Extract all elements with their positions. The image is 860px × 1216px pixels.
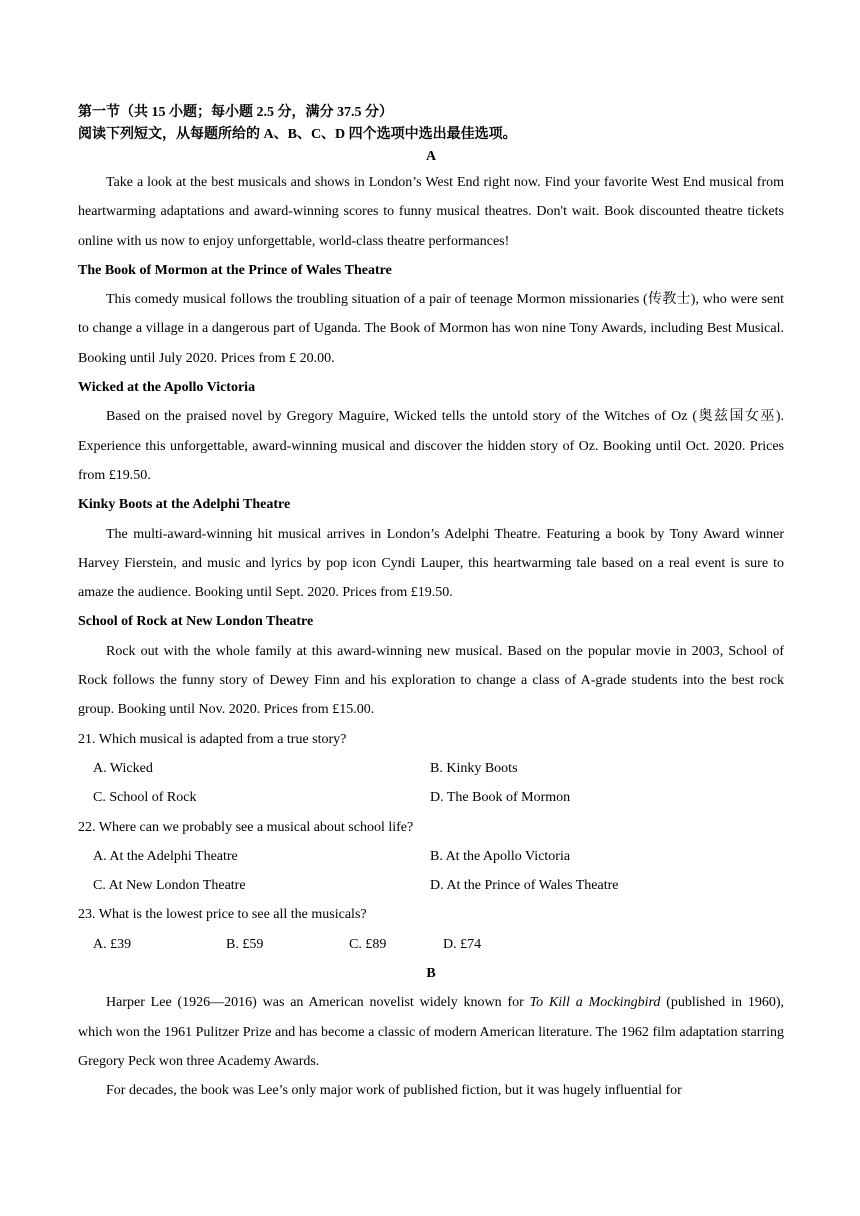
option-c: C. School of Rock [93, 790, 197, 806]
show-heading: Kinky Boots at the Adelphi Theatre [78, 497, 291, 513]
show-description: Based on the praised novel by Gregory Maguire, Wicked tells the untold story of the Witches of Oz (奥兹国女巫). Experience this unforgettable, award-winning musical and discover the hidden story of Oz. Booking until Oct. 2020. Prices from £19.50. [78, 409, 784, 483]
show-description: This comedy musical follows the troubling situation of a pair of teenage Mormon missionaries (传教士), who were sent to change a village in a dangerous part of Uganda. The Book of Mormon has won nine Tony Awards, including Best Musical. Booking until July 2020. Prices from £ 20.00. [78, 292, 784, 366]
show-heading: School of Rock at New London Theatre [78, 614, 314, 630]
passage-a-label: A [425, 149, 437, 164]
question-stem: 23. What is the lowest price to see all the musicals? [78, 907, 367, 923]
passage-a-intro: Take a look at the best musicals and shows in London’s West End right now. Find your favorite West End musical from heartwarming adaptations and award-winning scores to funny musical theatres. Don't wait. Book discounted theatre tickets online with us now to enjoy unforgettable, world-class theatre performances! [78, 175, 784, 249]
passage-b-paragraph-2: For decades, the book was Lee’s only major work of published fiction, but it was hugely influential for [106, 1083, 682, 1099]
show-heading: The Book of Mormon at the Prince of Wales Theatre [78, 262, 392, 278]
section-instruction: 阅读下列短文，从每题所给的 A、B、C、D 四个选项中选出最佳选项。 [78, 127, 517, 142]
question-stem: 21. Which musical is adapted from a true story? [78, 731, 347, 747]
option-d: D. At the Prince of Wales Theatre [430, 878, 619, 894]
passage-b-paragraph-1 [78, 988, 784, 1076]
passage-b-label: B [426, 966, 436, 982]
question-stem: 22. Where can we probably see a musical about school life? [78, 819, 414, 835]
section-title: 第一节（共 15 小题；每小题 2.5 分，满分 37.5 分） [78, 105, 393, 120]
exam-page [78, 102, 784, 1106]
option-a: A. At the Adelphi Theatre [93, 848, 238, 864]
option-b: B. Kinky Boots [430, 760, 518, 776]
option-d: D. The Book of Mormon [430, 790, 571, 806]
option-a: A. £39 [93, 936, 132, 952]
options-row [78, 783, 784, 812]
options-row [78, 754, 784, 783]
text-run: (published in 1960), which won the 1961 Pulitzer Prize and has become a classic of modern American literature. The 1962 film adaptation starring Gregory Peck won three Academy Awards. [78, 995, 784, 1069]
show-description: The multi-award-winning hit musical arrives in London’s Adelphi Theatre. Featuring a book by Tony Award winner Harvey Fierstein, and music and lyrics by pop icon Cyndi Lauper, this heartwarming tale based on a real event is sure to amaze the audience. Booking until Sept. 2020. Prices from £19.50. [78, 526, 784, 601]
show-heading: Wicked at the Apollo Victoria [78, 380, 256, 396]
options-row [78, 930, 784, 959]
option-d: D. £74 [443, 936, 482, 952]
option-a: A. Wicked [93, 760, 153, 776]
show-description: Rock out with the whole family at this award-winning new musical. Based on the popular movie in 2003, School of Rock follows the funny story of Dewey Finn and his exploration to change a class of A-grade students into the best rock group. Booking until Nov. 2020. Prices from £15.00. [78, 643, 784, 718]
option-c: C. £89 [349, 936, 387, 952]
option-c: C. At New London Theatre [93, 878, 246, 894]
options-row [78, 871, 784, 900]
option-b: B. At the Apollo Victoria [430, 848, 571, 864]
text-run: Harper Lee (1926—2016) was an American novelist widely known for [106, 995, 530, 1011]
book-title: To Kill a Mockingbird [529, 995, 661, 1011]
option-b: B. £59 [226, 936, 264, 952]
options-row [78, 842, 784, 871]
